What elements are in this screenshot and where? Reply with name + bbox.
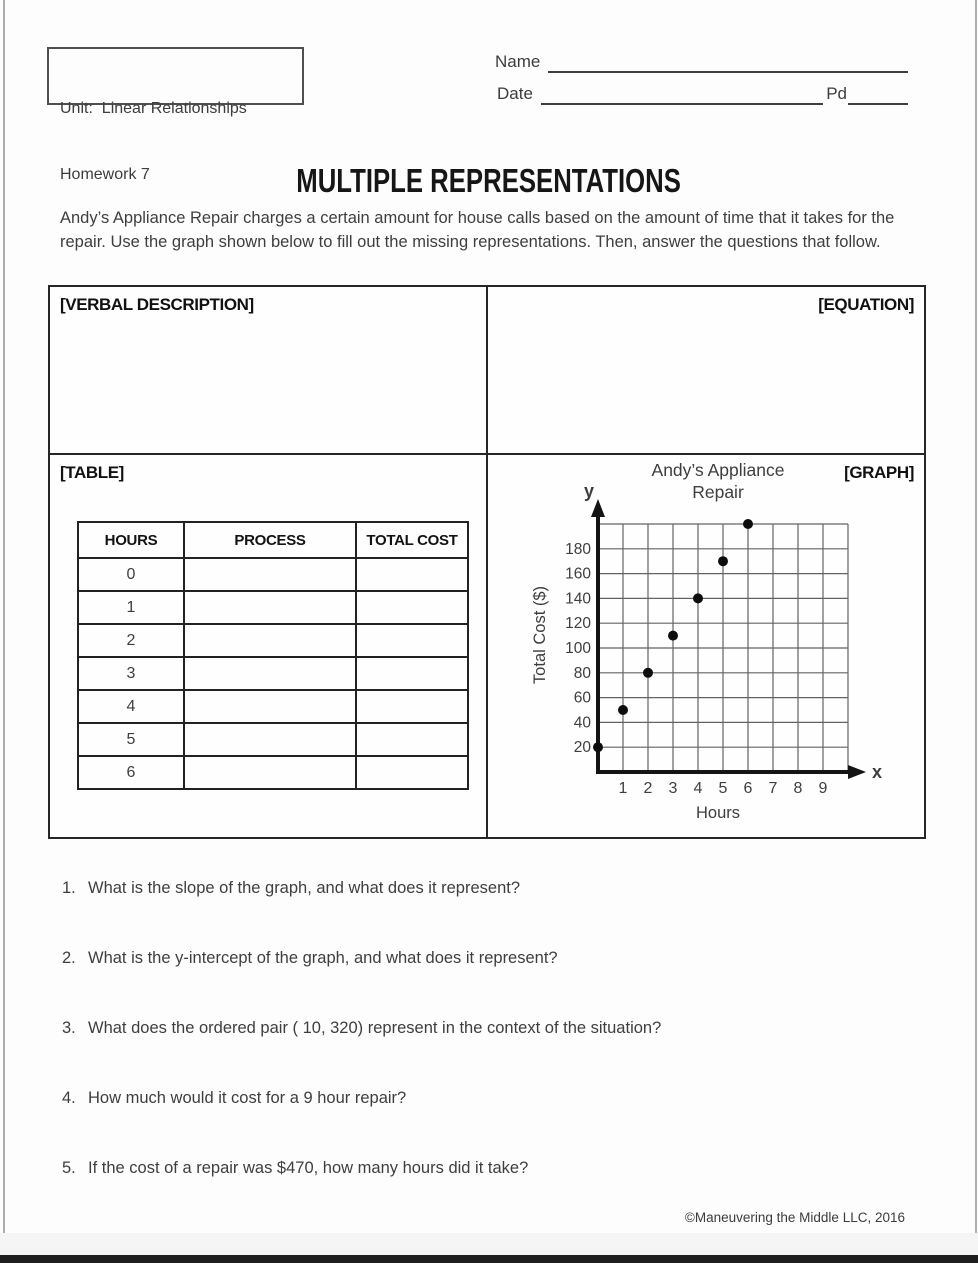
table-cell-process[interactable]	[184, 756, 356, 789]
table-row	[78, 591, 468, 624]
y-tick-label: 100	[565, 640, 591, 657]
y-tick-label: 140	[565, 590, 591, 608]
data-point	[618, 705, 628, 715]
x-axis-letter: x	[872, 762, 883, 782]
table-row	[78, 624, 468, 657]
verbal-description-answer-area[interactable]	[50, 321, 486, 453]
question-item	[62, 876, 922, 900]
date-blank-line[interactable]	[541, 82, 823, 105]
equation-quadrant	[488, 287, 924, 455]
table-cell-hours: 3	[78, 657, 184, 690]
table-cell-process[interactable]	[184, 723, 356, 756]
table-cell-total-cost[interactable]	[356, 591, 468, 624]
hours-cost-table	[77, 521, 469, 790]
date-label: Date	[497, 84, 533, 103]
table-cell-process[interactable]	[184, 591, 356, 624]
y-tick-label: 180	[565, 540, 591, 558]
table-label: [TABLE]	[60, 463, 124, 482]
x-tick-label: 8	[793, 780, 803, 797]
table-row	[78, 690, 468, 723]
table-cell-process[interactable]	[184, 558, 356, 591]
data-point	[593, 742, 603, 752]
page-bottom-shadow	[0, 1233, 978, 1255]
representations-grid	[48, 285, 926, 839]
x-tick-label: 3	[668, 780, 678, 797]
table-cell-total-cost[interactable]	[356, 756, 468, 789]
table-cell-total-cost[interactable]	[356, 723, 468, 756]
table-row	[78, 756, 468, 789]
y-axis-title: Total Cost ($)	[531, 585, 549, 685]
table-cell-total-cost[interactable]	[356, 558, 468, 591]
table-header-row	[78, 522, 468, 558]
y-tick-label: 160	[565, 565, 591, 583]
graph-title: Andy’s Appliance	[651, 460, 785, 480]
question-number: 5.	[62, 1159, 76, 1177]
y-tick-label: 120	[565, 615, 591, 633]
question-number: 2.	[62, 949, 76, 967]
table-cell-hours: 1	[78, 591, 184, 624]
question-number: 1.	[62, 879, 76, 897]
page-bottom-edge	[0, 1255, 978, 1263]
y-tick-label: 20	[573, 739, 591, 757]
verbal-description-quadrant	[50, 287, 488, 455]
question-number: 4.	[62, 1089, 76, 1107]
question-text: How much would it cost for a 9 hour repair?	[88, 1089, 407, 1107]
homework-line: Homework 7	[60, 166, 150, 183]
data-point	[693, 593, 703, 603]
table-row	[78, 657, 468, 690]
copyright-footer: ©Maneuvering the Middle LLC, 2016	[684, 1210, 905, 1225]
question-item	[62, 1016, 922, 1040]
hours-table-body	[78, 558, 468, 789]
table-cell-process[interactable]	[184, 690, 356, 723]
name-field-row	[495, 50, 908, 73]
table-head	[78, 522, 468, 558]
question-text: What is the y-intercept of the graph, and what does it represent?	[88, 949, 558, 967]
question-text: If the cost of a repair was $470, how many hours did it take?	[88, 1159, 529, 1177]
question-item	[62, 1156, 922, 1180]
x-tick-label: 6	[743, 780, 753, 797]
header-process: PROCESS	[184, 522, 356, 558]
table-cell-process[interactable]	[184, 657, 356, 690]
graph-title: Repair	[692, 482, 744, 502]
question-item	[62, 946, 922, 970]
name-blank-line[interactable]	[548, 50, 908, 73]
data-point	[643, 668, 653, 678]
x-tick-label: 1	[618, 780, 628, 797]
table-cell-hours: 4	[78, 690, 184, 723]
y-axis-arrow	[591, 499, 605, 517]
header-hours: HOURS	[78, 522, 184, 558]
y-tick-label: 60	[573, 689, 591, 707]
verbal-description-label: [VERBAL DESCRIPTION]	[60, 295, 254, 314]
equation-answer-area[interactable]	[488, 321, 924, 453]
table-cell-hours: 5	[78, 723, 184, 756]
data-point	[718, 556, 728, 566]
date-field-row	[497, 82, 908, 105]
data-point	[743, 519, 753, 529]
x-tick-label: 5	[718, 780, 728, 797]
graph-quadrant	[488, 455, 924, 837]
table-row	[78, 558, 468, 591]
table-cell-total-cost[interactable]	[356, 657, 468, 690]
x-axis-arrow	[848, 765, 866, 779]
graph-svg	[488, 455, 924, 837]
table-quadrant	[50, 455, 488, 837]
data-point	[668, 631, 678, 641]
table-cell-process[interactable]	[184, 624, 356, 657]
table-cell-total-cost[interactable]	[356, 624, 468, 657]
equation-label: [EQUATION]	[818, 295, 914, 314]
y-axis-letter: y	[583, 481, 595, 501]
page-title-wrap	[0, 162, 978, 200]
table-cell-hours: 2	[78, 624, 184, 657]
graph-label: [GRAPH]	[844, 463, 914, 482]
y-tick-label: 80	[573, 664, 591, 682]
unit-line: Unit: Linear Relationships	[60, 100, 247, 117]
pd-label: Pd	[826, 84, 847, 103]
question-text: What does the ordered pair ( 10, 320) represent in the context of the situation?	[88, 1019, 662, 1037]
x-tick-label: 7	[768, 780, 778, 797]
question-item	[62, 1086, 922, 1110]
page-title: MULTIPLE REPRESENTATIONS	[296, 162, 682, 199]
table-cell-total-cost[interactable]	[356, 690, 468, 723]
questions	[62, 876, 922, 1226]
question-number: 3.	[62, 1019, 76, 1037]
name-label: Name	[495, 52, 541, 71]
table-cell-hours: 0	[78, 558, 184, 591]
x-tick-label: 9	[818, 780, 828, 797]
question-text: What is the slope of the graph, and what does it represent?	[88, 879, 521, 897]
pd-blank-line[interactable]	[848, 82, 908, 105]
x-tick-label: 2	[643, 780, 653, 797]
x-axis-title: Hours	[695, 804, 741, 822]
header-total-cost: TOTAL COST	[356, 522, 468, 558]
table-row	[78, 723, 468, 756]
table-cell-hours: 6	[78, 756, 184, 789]
x-tick-label: 4	[693, 780, 703, 797]
y-tick-label: 40	[573, 714, 591, 732]
unit-header-box	[47, 47, 304, 183]
intro-paragraph: Andy’s Appliance Repair charges a certain amount for house calls based on the amount of time that it takes for the repair. Use the graph shown below to fill out the missing representations. Then, answer the questions that follow.	[60, 209, 895, 251]
